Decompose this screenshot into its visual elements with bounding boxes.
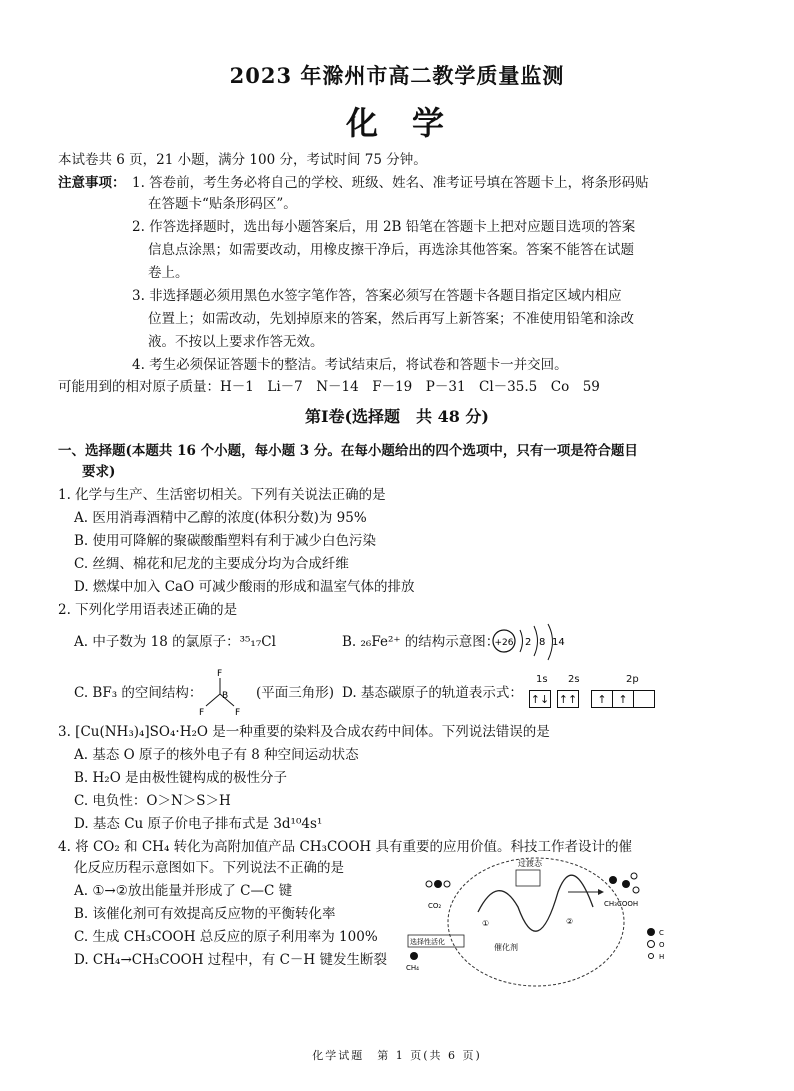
fe-shell-count-2: 8: [539, 637, 546, 648]
fe-ion-structure-diagram: [488, 620, 578, 670]
note-2-line-1: 2. 作答选择题时，选出每小题答案后，用 2B 铅笔在答题卡上把对应题目选项的答案: [132, 219, 636, 235]
co2-oxygen-atom-2: [444, 881, 450, 887]
q3-option-c: C. 电负性：O＞N＞S＞H: [74, 793, 231, 809]
exam-title: 2023 年滁州市高二教学质量监测: [229, 63, 565, 88]
note-2-line-2: 信息点涂黑；如需要改动，用橡皮擦干净后，再选涂其他答案。答案不能答在试题: [148, 242, 634, 258]
q2-option-b: B. ₂₆Fe²⁺ 的结构示意图：: [342, 634, 500, 650]
ch4-label: CH₄: [406, 964, 419, 972]
step-1-marker: ①: [482, 919, 490, 928]
q3-option-b: B. H₂O 是由极性键构成的极性分子: [74, 770, 288, 786]
q4-option-d: D. CH₄→CH₃COOH 过程中，有 C－H 键发生断裂: [74, 952, 387, 968]
note-3-line-2: 位置上；如需改动，先划掉原来的答案，然后再写上新答案；不准使用铅笔和涂改: [148, 311, 634, 327]
acetic-acid-label: CH₃COOH: [604, 900, 639, 908]
note-3-line-3: 液。不按以上要求作答无效。: [148, 334, 324, 350]
co2-label: CO₂: [428, 902, 442, 910]
legend-hydrogen-label: H: [659, 953, 665, 961]
q2-option-c-suffix: (平面三角形): [256, 685, 335, 701]
ch4-carbon-atom: [410, 952, 418, 960]
q2-option-c: C. BF₃ 的空间结构：: [74, 685, 203, 701]
orbital-box-2p-2: ↑: [612, 690, 634, 708]
part-title: 第Ⅰ卷(选择题 共 48 分): [304, 407, 490, 426]
q2-stem: 2. 下列化学用语表述正确的是: [58, 602, 238, 618]
orbital-1s-group: [530, 690, 551, 708]
orbital-2s-group: [558, 690, 579, 708]
orbital-box-1s: ↑↓: [529, 690, 551, 708]
fe-shell-count-3: 14: [552, 637, 565, 648]
q4-stem-line-2: 化反应历程示意图如下。下列说法不正确的是: [74, 860, 344, 876]
q3-option-d: D. 基态 Cu 原子价电子排布式是 3d¹⁰4s¹: [74, 816, 323, 832]
legend-oxygen-label: O: [659, 941, 665, 949]
legend-carbon-swatch: [647, 928, 655, 936]
orbital-2p-group: [592, 690, 655, 708]
q1-option-c: C. 丝绸、棉花和尼龙的主要成分均为合成纤维: [74, 556, 349, 572]
carbon-orbital-diagram: [530, 690, 655, 708]
section-instructions: 一、选择题(本题共 16 个小题，每小题 3 分。在每小题给出的四个选项中，只有一项是符合题目: [58, 443, 638, 459]
orbital-label-1s: 1s: [536, 674, 548, 685]
bf3-atom-b: B: [222, 691, 229, 701]
co2-oxygen-atom-1: [426, 881, 432, 887]
q1-stem: 1. 化学与生产、生活密切相关。下列有关说法正确的是: [58, 487, 386, 503]
q1-option-a: A. 医用消毒酒精中乙醇的浓度(体积分数)为 95%: [74, 510, 367, 526]
legend-hydrogen-swatch: [649, 954, 654, 959]
bf3-atom-f-right: F: [235, 708, 241, 718]
bf3-bond-left: [206, 694, 220, 706]
orbital-label-2s: 2s: [568, 674, 580, 685]
fe-shell-arc-1: [520, 630, 523, 652]
notes-heading: 注意事项：: [58, 175, 126, 191]
q4-stem-line-1: 4. 将 CO₂ 和 CH₄ 转化为高附加值产品 CH₃COOH 具有重要的应用价值。科技工作者设计的催: [58, 839, 632, 855]
q4-option-a: A. ①→②放出能量并形成了 C—C 键: [74, 883, 293, 899]
q2-option-a: A. 中子数为 18 的氯原子：³⁵₁₇Cl: [74, 634, 276, 650]
orbital-box-2p-3: [633, 690, 655, 708]
legend-oxygen-swatch: [648, 941, 655, 948]
transition-state-box: [516, 870, 540, 886]
note-3-line-1: 3. 非选择题必须用黑色水签字笔作答，答案必须写在答题卡各题目指定区域内相应: [132, 288, 622, 304]
catalytic-mechanism-diagram: [398, 852, 688, 990]
acetic-acid-oxygen-2: [633, 887, 639, 893]
catalyst-label: 催化剂: [494, 943, 518, 952]
note-1-line-2: 在答题卡“贴条形码区”。: [148, 196, 297, 212]
legend-carbon-label: C: [659, 929, 664, 937]
orbital-label-2p: 2p: [626, 674, 639, 685]
orbital-box-2p-1: ↑: [591, 690, 613, 708]
section-instructions-cont: 要求): [82, 464, 116, 480]
note-1-line-1: 1. 答卷前，考生务必将自己的学校、班级、姓名、准考证号填在答题卡上，将条形码贴: [132, 175, 649, 191]
q3-stem: 3. [Cu(NH₃)₄]SO₄·H₂O 是一种重要的染料及合成农药中间体。下列说法错误的是: [58, 724, 550, 740]
q4-option-b: B. 该催化剂可有效提高反应物的平衡转化率: [74, 906, 336, 922]
q4-option-c: C. 生成 CH₃COOH 总反应的原子利用率为 100%: [74, 929, 378, 945]
orbital-box-2s: ↑↑: [557, 690, 579, 708]
subject-title: 化学: [345, 104, 478, 142]
energy-profile-curve: [478, 875, 593, 931]
q1-option-d: D. 燃煤中加入 CaO 可减少酸雨的形成和温室气体的排放: [74, 579, 415, 595]
intro-text: 本试卷共 6 页，21 小题，满分 100 分，考试时间 75 分钟。: [58, 152, 427, 168]
q1-option-b: B. 使用可降解的聚碳酸酯塑料有利于减少白色污染: [74, 533, 377, 549]
fe-shell-arc-2: [534, 626, 538, 656]
note-2-line-3: 卷上。: [148, 265, 189, 281]
co2-carbon-atom: [434, 880, 442, 888]
acetic-acid-carbon-1: [609, 876, 617, 884]
atomic-masses: 可能用到的相对原子质量：H－1 Li－7 N－14 F－19 P－31 Cl－35.5 Co 59: [58, 379, 600, 395]
product-arrow-head: [598, 889, 604, 895]
fe-shell-count-1: 2: [525, 637, 532, 648]
page-footer: 化学试题 第 1 页(共 6 页): [312, 1049, 482, 1062]
fe-nucleus-label: +26: [494, 638, 514, 648]
selective-activation-label: 选择性活化: [410, 938, 445, 946]
transition-state-label: 过渡态: [518, 859, 542, 868]
q3-option-a: A. 基态 O 原子的核外电子有 8 种空间运动状态: [74, 747, 359, 763]
acetic-acid-oxygen-1: [631, 873, 637, 879]
q2-option-d: D. 基态碳原子的轨道表示式：: [342, 685, 523, 701]
step-2-marker: ②: [566, 917, 574, 926]
bf3-atom-f-left: F: [199, 708, 205, 718]
acetic-acid-carbon-2: [622, 880, 630, 888]
bf3-structure-diagram: [198, 668, 246, 718]
note-4-line-1: 4. 考生必须保证答题卡的整洁。考试结束后，将试卷和答题卡一并交回。: [132, 357, 568, 373]
bf3-atom-f-top: F: [217, 669, 223, 679]
catalyst-cycle-boundary: [448, 858, 624, 986]
